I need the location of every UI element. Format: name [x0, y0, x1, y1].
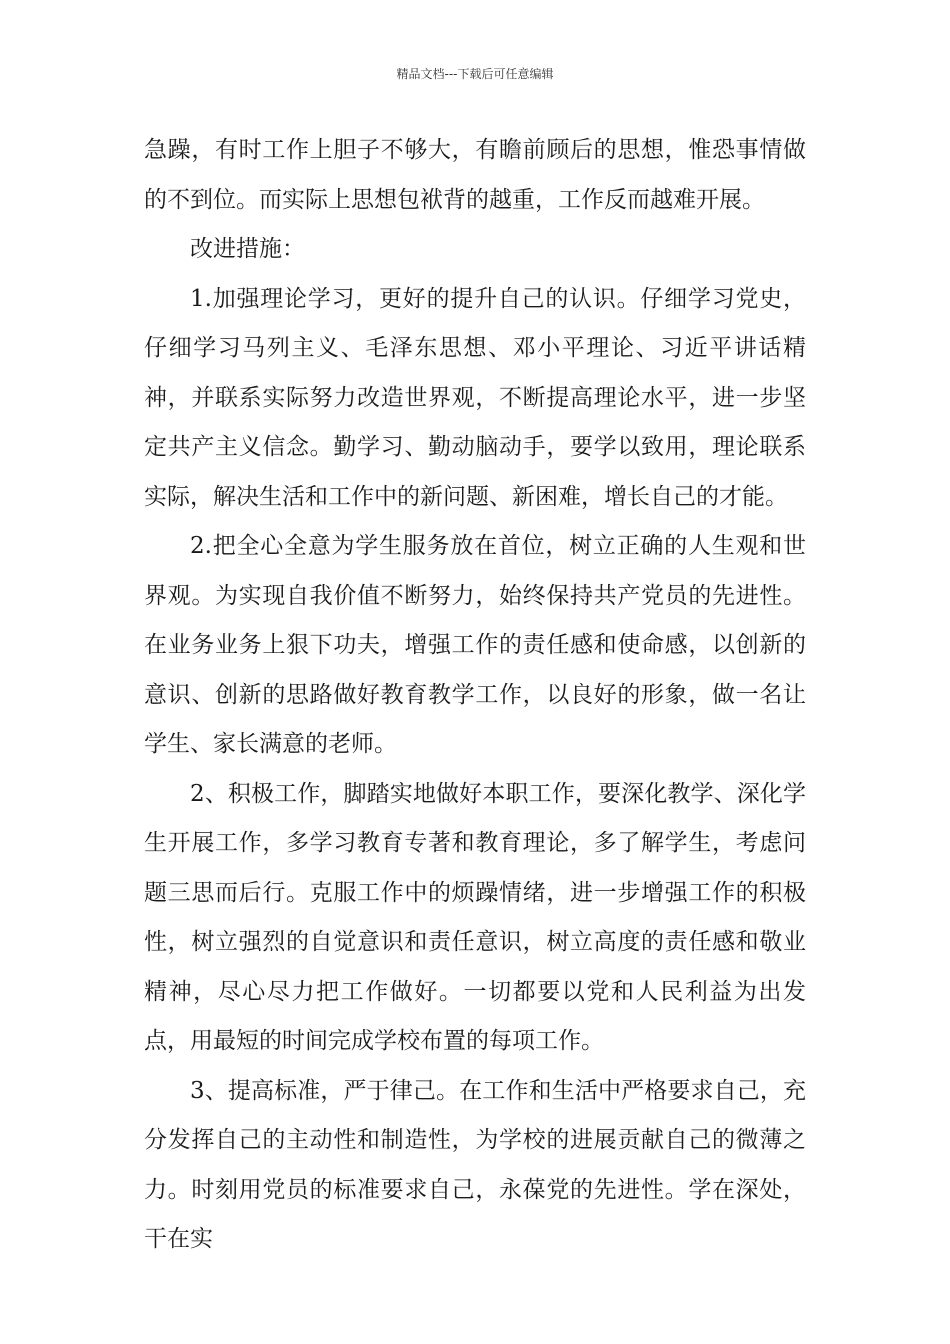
paragraph-improvement-heading: 改进措施：: [190, 236, 305, 262]
document-body: [144, 126, 806, 1326]
paragraph-measure-1: 1.加强理论学习，更好的提升自己的认识。仔细学习党史，仔细学习马列主义、毛泽东思想、邓小平理论、习近平讲话精神，并联系实际努力改造世界观，不断提高理论水平，进一步坚定共产主义信念。勤学习、勤动脑动手，要学以致用，理论联系实际，解决生活和工作中的新问题、新困难，增长自己的才能。: [144, 285, 806, 510]
page-header: 精品文档---下载后可任意编辑: [396, 67, 554, 81]
paragraph-measure-3: 3、提高标准，严于律己。在工作和生活中严格要求自己，充分发挥自己的主动性和制造性，为学校的进展贡献自己的微薄之力。时刻用党员的标准要求自己，永葆党的先进性。学在深处，干在实: [144, 1077, 806, 1252]
paragraph-measure-2: 2.把全心全意为学生服务放在首位，树立正确的人生观和世界观。为实现自我价值不断努力，始终保持共产党员的先进性。在业务业务上狠下功夫，增强工作的责任感和使命感，以创新的意识、创新的思路做好教育教学工作，以良好的形象，做一名让学生、家长满意的老师。: [144, 533, 806, 757]
paragraph-continuation: 急躁，有时工作上胆子不够大，有瞻前顾后的思想，惟恐事情做的不到位。而实际上思想包袱背的越重，工作反而越难开展。: [144, 137, 806, 213]
paragraph-measure-2b: 2、积极工作，脚踏实地做好本职工作，要深化教学、深化学生开展工作，多学习教育专著和教育理论，多了解学生，考虑问题三思而后行。克服工作中的烦躁情绪，进一步增强工作的积极性，树立强烈的自觉意识和责任意识，树立高度的责任感和敬业精神，尽心尽力把工作做好。一切都要以党和人民利益为出发点，用最短的时间完成学校布置的每项工作。: [144, 780, 806, 1054]
